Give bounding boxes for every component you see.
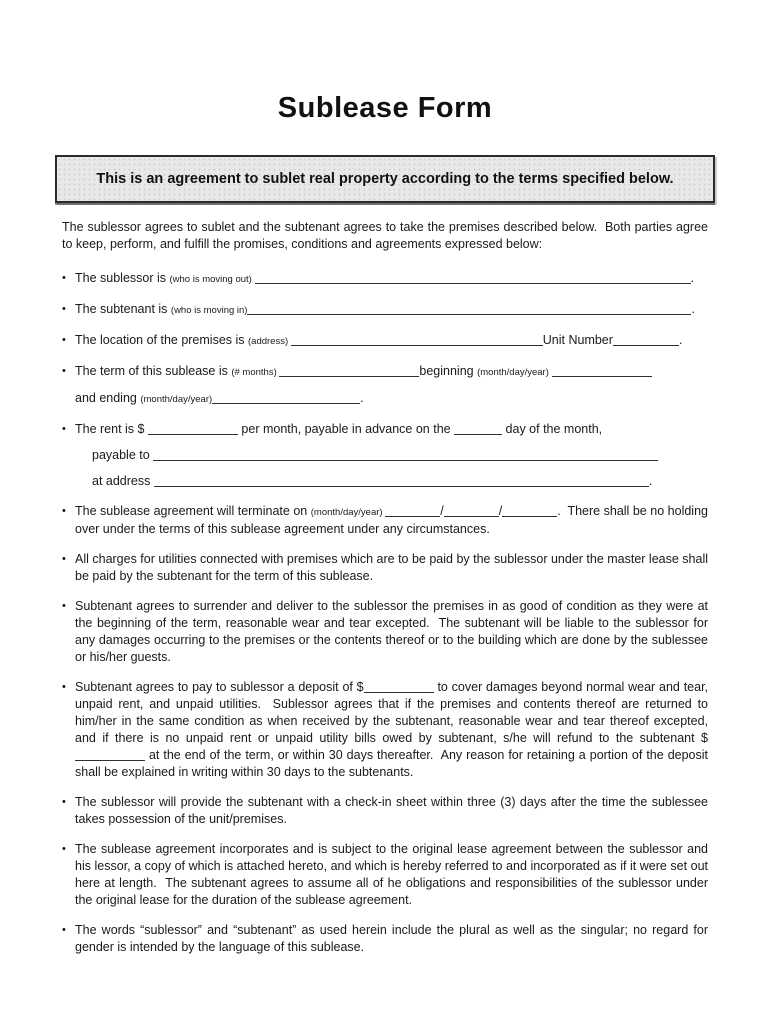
list-item (62, 363, 708, 408)
text-segment: The sublease agreement incorporates and is subject to the original lease agreement between the sublessor and his lessor, a copy of which is attached hereto, and which is hereby referred to and incorporated as if it were set out here at length. The subtenant agrees to assume all of he obligations and responsibilities of the sublessor under the original lease for the duration of the sublease agreement. (75, 842, 708, 907)
bullet-icon: • (62, 681, 66, 693)
field-caption: (month/day/year) (140, 394, 213, 405)
bullet-icon: • (62, 334, 66, 346)
paragraph-line (75, 922, 708, 956)
bullet-text (75, 551, 708, 585)
text-segment: The subtenant is (75, 302, 171, 316)
bullet-text (75, 679, 708, 781)
text-segment: . (691, 302, 695, 316)
bullet-icon: • (62, 303, 66, 315)
text-segment: . (678, 333, 683, 347)
page-title: Sublease Form (277, 92, 493, 124)
bullet-text (75, 598, 708, 666)
blank-field (247, 304, 691, 315)
field-caption: (who is moving in) (170, 305, 248, 316)
form-line (75, 270, 708, 288)
blank-field (454, 424, 502, 435)
text-segment: at address (92, 474, 154, 488)
list-item (62, 679, 708, 781)
form-line (75, 332, 708, 350)
intro-paragraph: The sublessor agrees to sublet and the subtenant agrees to take the premises described below. Both parties agree to keep, perform, and fulfill the promises, conditions and agreements expressed below: (62, 220, 708, 251)
blank-field (154, 476, 649, 487)
field-caption: (# months) (231, 367, 280, 378)
list-item (62, 794, 708, 828)
blank-field (291, 335, 543, 346)
notice-text: This is an agreement to sublet real property according to the terms specified below. (96, 171, 674, 187)
bullet-text (75, 503, 708, 538)
text-segment: to cover damages beyond normal wear and tear, unpaid rent, and unpaid utilities. Sublessor agrees that if the premises and contents thereof are returned to him/her in the same condition as when received by the subtenant, reasonable wear and tear thereof excepted, and if there is no unpaid rent or unpaid utility bills owed by subtenant, s/he will refund to the subtenant $ (75, 680, 709, 745)
paragraph-line (75, 503, 708, 538)
text-segment: day of the month, (502, 422, 603, 436)
bullet-text (75, 841, 708, 909)
bullet-text (75, 332, 708, 350)
text-segment: / (498, 504, 503, 518)
list-item (62, 270, 708, 288)
list-item (62, 503, 708, 538)
blank-field (444, 506, 499, 517)
blank-field (279, 366, 419, 377)
bullet-icon: • (62, 505, 66, 517)
list-item (62, 598, 708, 666)
bullet-text (75, 794, 708, 828)
text-segment: beginning (419, 364, 478, 378)
form-line (75, 363, 708, 381)
form-line (75, 390, 708, 408)
blank-field (502, 506, 557, 517)
text-segment: The rent is $ (75, 422, 148, 436)
field-caption: (who is moving out) (169, 274, 255, 285)
bullet-icon: • (62, 843, 66, 855)
blank-field (364, 682, 434, 693)
bullet-text (75, 421, 708, 490)
blank-field (255, 273, 691, 284)
blank-field (613, 335, 679, 346)
blank-field (212, 393, 360, 404)
paragraph-line (75, 551, 708, 585)
bullet-icon: • (62, 365, 66, 377)
bullet-icon: • (62, 423, 66, 435)
blank-field (153, 450, 658, 461)
bullet-text (75, 301, 708, 319)
blank-field (385, 506, 440, 517)
paragraph-line (75, 598, 708, 666)
text-segment: payable to (92, 448, 154, 462)
bullet-list (62, 270, 708, 956)
bullet-icon: • (62, 924, 66, 936)
paragraph-line (75, 794, 708, 828)
blank-field (552, 366, 652, 377)
text-segment: The location of the premises is (75, 333, 248, 347)
list-item (62, 551, 708, 585)
paragraph-line (75, 679, 708, 781)
bullet-icon: • (62, 272, 66, 284)
text-segment: Unit Number (542, 333, 613, 347)
text-segment: . There shall be no holding over under the terms of this sublease agreement under any circumstances. (75, 504, 708, 536)
text-segment: . (360, 391, 364, 405)
text-segment: All charges for utilities connected with premises which are to be paid by the sublessor under the master lease shall be paid by the subtenant for the term of this sublease. (75, 552, 708, 583)
blank-field (75, 750, 145, 761)
field-caption: (month/day/year) (310, 507, 386, 518)
form-line (92, 473, 708, 490)
form-line (75, 301, 708, 319)
bullet-text (75, 363, 708, 408)
text-segment: and ending (75, 391, 141, 405)
text-segment: The term of this sublease is (75, 364, 232, 378)
form-line (92, 447, 708, 464)
list-item (62, 301, 708, 319)
notice-banner (55, 155, 715, 203)
text-segment: . (648, 474, 653, 488)
bullet-icon: • (62, 600, 66, 612)
paragraph-line (75, 841, 708, 909)
field-caption: (address) (248, 336, 291, 347)
text-segment: The words “sublessor” and “subtenant” as used herein include the plural as well as the singular; no regard for gender is intended by the language of this sublease. (75, 923, 708, 954)
text-segment: The sublease agreement will terminate on (75, 504, 311, 518)
bullet-text (75, 270, 708, 288)
text-segment: Subtenant agrees to surrender and deliver to the sublessor the premises in as good of condition as they were at the beginning of the term, reasonable wear and tear excepted. The subtenant will be liable to the sublessor for any damages occurring to the premises or the contents thereof or to the building which are done by the sublessee or his/her guests. (75, 599, 708, 664)
list-item (62, 841, 708, 909)
bullet-icon: • (62, 796, 66, 808)
list-item (62, 922, 708, 956)
text-segment: at the end of the term, or within 30 days thereafter. Any reason for retaining a portion of the deposit shall be explained in writing within 30 days to the subtenants. (75, 748, 708, 779)
text-segment: / (440, 504, 444, 518)
list-item (62, 421, 708, 490)
text-segment: per month, payable in advance on the (237, 422, 455, 436)
bullet-icon: • (62, 553, 66, 565)
field-caption: (month/day/year) (477, 367, 552, 378)
text-segment: . (690, 271, 694, 285)
blank-field (148, 424, 238, 435)
text-segment: The sublessor is (75, 271, 170, 285)
bullet-text (75, 922, 708, 956)
text-segment: The sublessor will provide the subtenant with a check-in sheet within three (3) days after the time the sublessee takes possession of the unit/premises. (75, 795, 708, 826)
list-item (62, 332, 708, 350)
text-segment: Subtenant agrees to pay to sublessor a deposit of $ (75, 680, 364, 694)
form-line (75, 421, 708, 438)
